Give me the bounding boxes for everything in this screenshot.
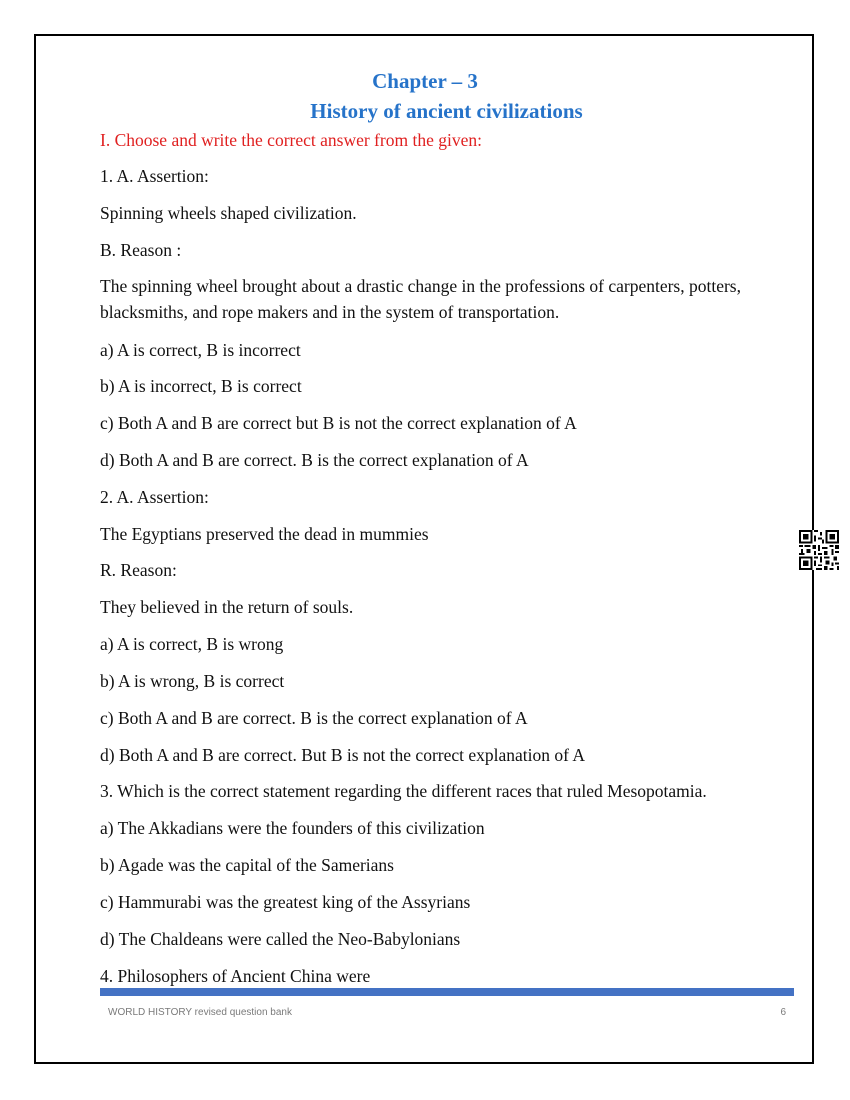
footer-label: WORLD HISTORY revised question bank xyxy=(108,1007,292,1018)
question-2-option-c: c) Both A and B are correct. B is the correct explanation of A xyxy=(100,708,528,728)
question-1-option-b: b) A is incorrect, B is correct xyxy=(100,376,302,396)
question-3-text: 3. Which is the correct statement regarding the different races that ruled Mesopotamia. xyxy=(100,781,707,801)
question-2-assertion-text: The Egyptians preserved the dead in mummies xyxy=(100,524,429,544)
question-2-option-b: b) A is wrong, B is correct xyxy=(100,671,285,691)
question-1-assertion-label: 1. A. Assertion: xyxy=(100,166,209,186)
question-4-text: 4. Philosophers of Ancient China were xyxy=(100,966,371,986)
section-instruction: I. Choose and write the correct answer from the given: xyxy=(100,130,482,150)
page-number: 6 xyxy=(780,1007,786,1018)
footer-bar xyxy=(100,988,794,996)
question-1-option-d: d) Both A and B are correct. B is the correct explanation of A xyxy=(100,450,529,470)
question-3-option-a: a) The Akkadians were the founders of this civilization xyxy=(100,818,485,838)
question-2-reason-label: R. Reason: xyxy=(100,560,177,580)
question-3-option-d: d) The Chaldeans were called the Neo-Babylonians xyxy=(100,929,461,949)
question-3-option-b: b) Agade was the capital of the Samerians xyxy=(100,855,394,875)
question-1-reason-text: The spinning wheel brought about a drastic change in the professions of carpenters, potters, blacksmiths, and rope makers and in the system of transportation. xyxy=(100,276,741,322)
question-1-option-a: a) A is correct, B is incorrect xyxy=(100,340,301,360)
qr-code-icon xyxy=(799,530,839,570)
question-1-reason-label: B. Reason : xyxy=(100,240,182,260)
question-2-option-a: a) A is correct, B is wrong xyxy=(100,634,284,654)
question-2-reason-text: They believed in the return of souls. xyxy=(100,597,354,617)
question-2-option-d: d) Both A and B are correct. But B is not the correct explanation of A xyxy=(100,745,586,765)
question-1-option-c: c) Both A and B are correct but B is not the correct explanation of A xyxy=(100,413,577,433)
chapter-title: History of ancient civilizations xyxy=(310,99,583,123)
chapter-number: Chapter – 3 xyxy=(372,69,478,93)
question-3-option-c: c) Hammurabi was the greatest king of the Assyrians xyxy=(100,892,471,912)
question-1-assertion-text: Spinning wheels shaped civilization. xyxy=(100,203,357,223)
question-2-assertion-label: 2. A. Assertion: xyxy=(100,487,209,507)
